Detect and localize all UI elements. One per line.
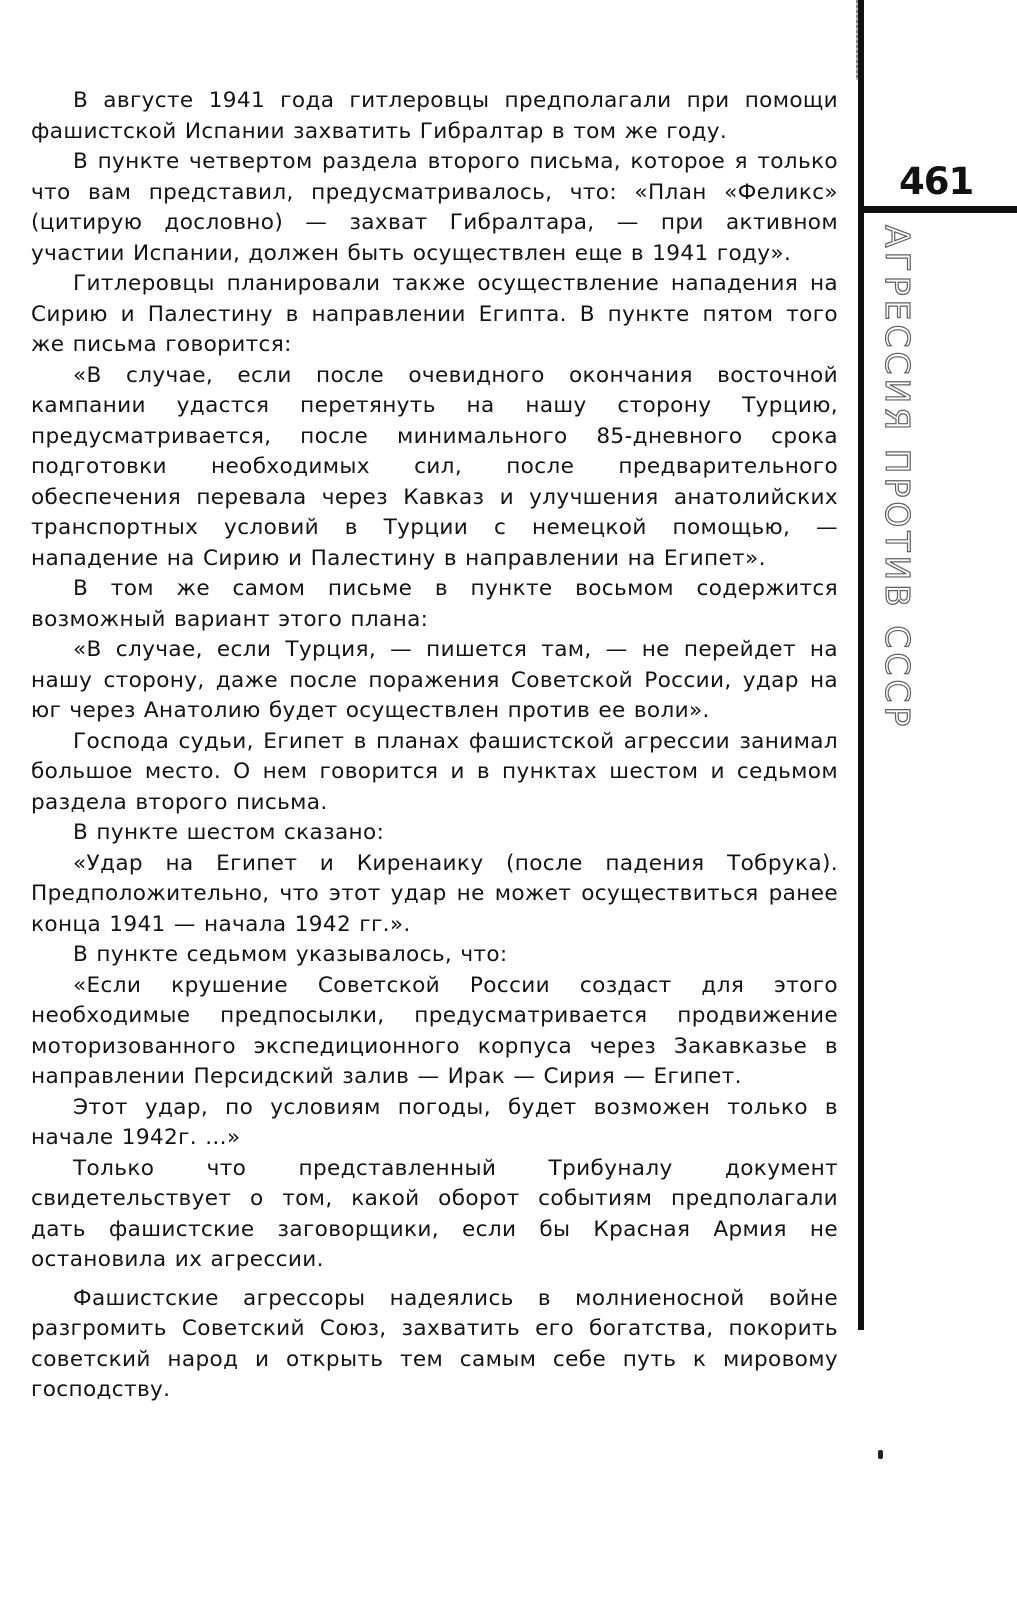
paragraph: В том же самом письме в пункте восьмом содержится возможный вариант этого плана: bbox=[31, 576, 838, 632]
paragraph: «В случае, если Турция, — пишется там, — не перейдет на нашу сторону, даже после поражения Советской России, удар на юг через Анатолию будет осуществлен против ее воли». bbox=[31, 637, 838, 723]
paragraph: В пункте четвертом раздела второго письма, которое я только что вам представил, предусматривалось, что: «План «Феликс» (цитирую дословно) — захват Гибралтара, — при активном участии Испании, должен быть осуществлен еще в 1941 году». bbox=[31, 149, 838, 266]
header-rule bbox=[862, 206, 1017, 213]
paragraph: «В случае, если после очевидного окончания восточной кампании удастся перетянуть на нашу сторону Турцию, предусматривается, после минимального 85-дневного срока подготовки необходимых сил, после предварительного обеспечения перевала через Кавказ и улучшения анатолийских транспортных условий в Турции с немецкой помощью, — нападение на Сирию и Палестину в направлении на Египет». bbox=[31, 362, 838, 571]
running-title: АГРЕССИЯ ПРОТИВ СССР bbox=[878, 225, 917, 731]
paragraph: Этот удар, по условиям погоды, будет возможен только в начале 1942г. ...» bbox=[31, 1094, 838, 1150]
paragraph: Господа судьи, Египет в планах фашистской агрессии занимал большое место. О нем говорится и в пунктах шестом и седьмом раздела второго письма. bbox=[31, 728, 838, 815]
page-number: 461 bbox=[899, 160, 974, 203]
paragraph: «Удар на Египет и Киренаику (после падения Тобрука). Предположительно, что этот удар не может осуществиться ранее конца 1941 — начала 1942 гг.». bbox=[31, 850, 838, 937]
paragraph: Гитлеровцы планировали также осуществление нападения на Сирию и Палестину в направлении Египта. В пункте пятом того же письма говорится: bbox=[31, 271, 838, 357]
paragraph: В августе 1941 года гитлеровцы предполагали при помощи фашистской Испании захватить Гибралтар в том же году. bbox=[31, 88, 838, 144]
body-text bbox=[31, 86, 838, 1406]
margin-rule bbox=[858, 0, 864, 1330]
paragraph: Только что представленный Трибуналу документ свидетельствует о том, какой оборот событиям предполагали дать фашистские заговорщики, если бы Красная Армия не остановила их агрессии. bbox=[31, 1155, 838, 1272]
paragraph: «Если крушение Советской России создаст для этого необходимые предпосылки, предусматривается продвижение моторизованного экспедиционного корпуса через Закавказье в направлении Персидский залив — Ирак — Сирия — Египет. bbox=[31, 972, 838, 1089]
paragraph: В пункте шестом сказано: bbox=[73, 820, 385, 845]
margin-mark bbox=[878, 1450, 883, 1459]
paragraph: Фашистские агрессоры надеялись в молниеносной войне разгромить Советский Союз, захватить его богатства, покорить советский народ и открыть тем самым себе путь к мировому господству. bbox=[31, 1285, 838, 1402]
paragraph: В пункте седьмом указывалось, что: bbox=[73, 942, 508, 967]
